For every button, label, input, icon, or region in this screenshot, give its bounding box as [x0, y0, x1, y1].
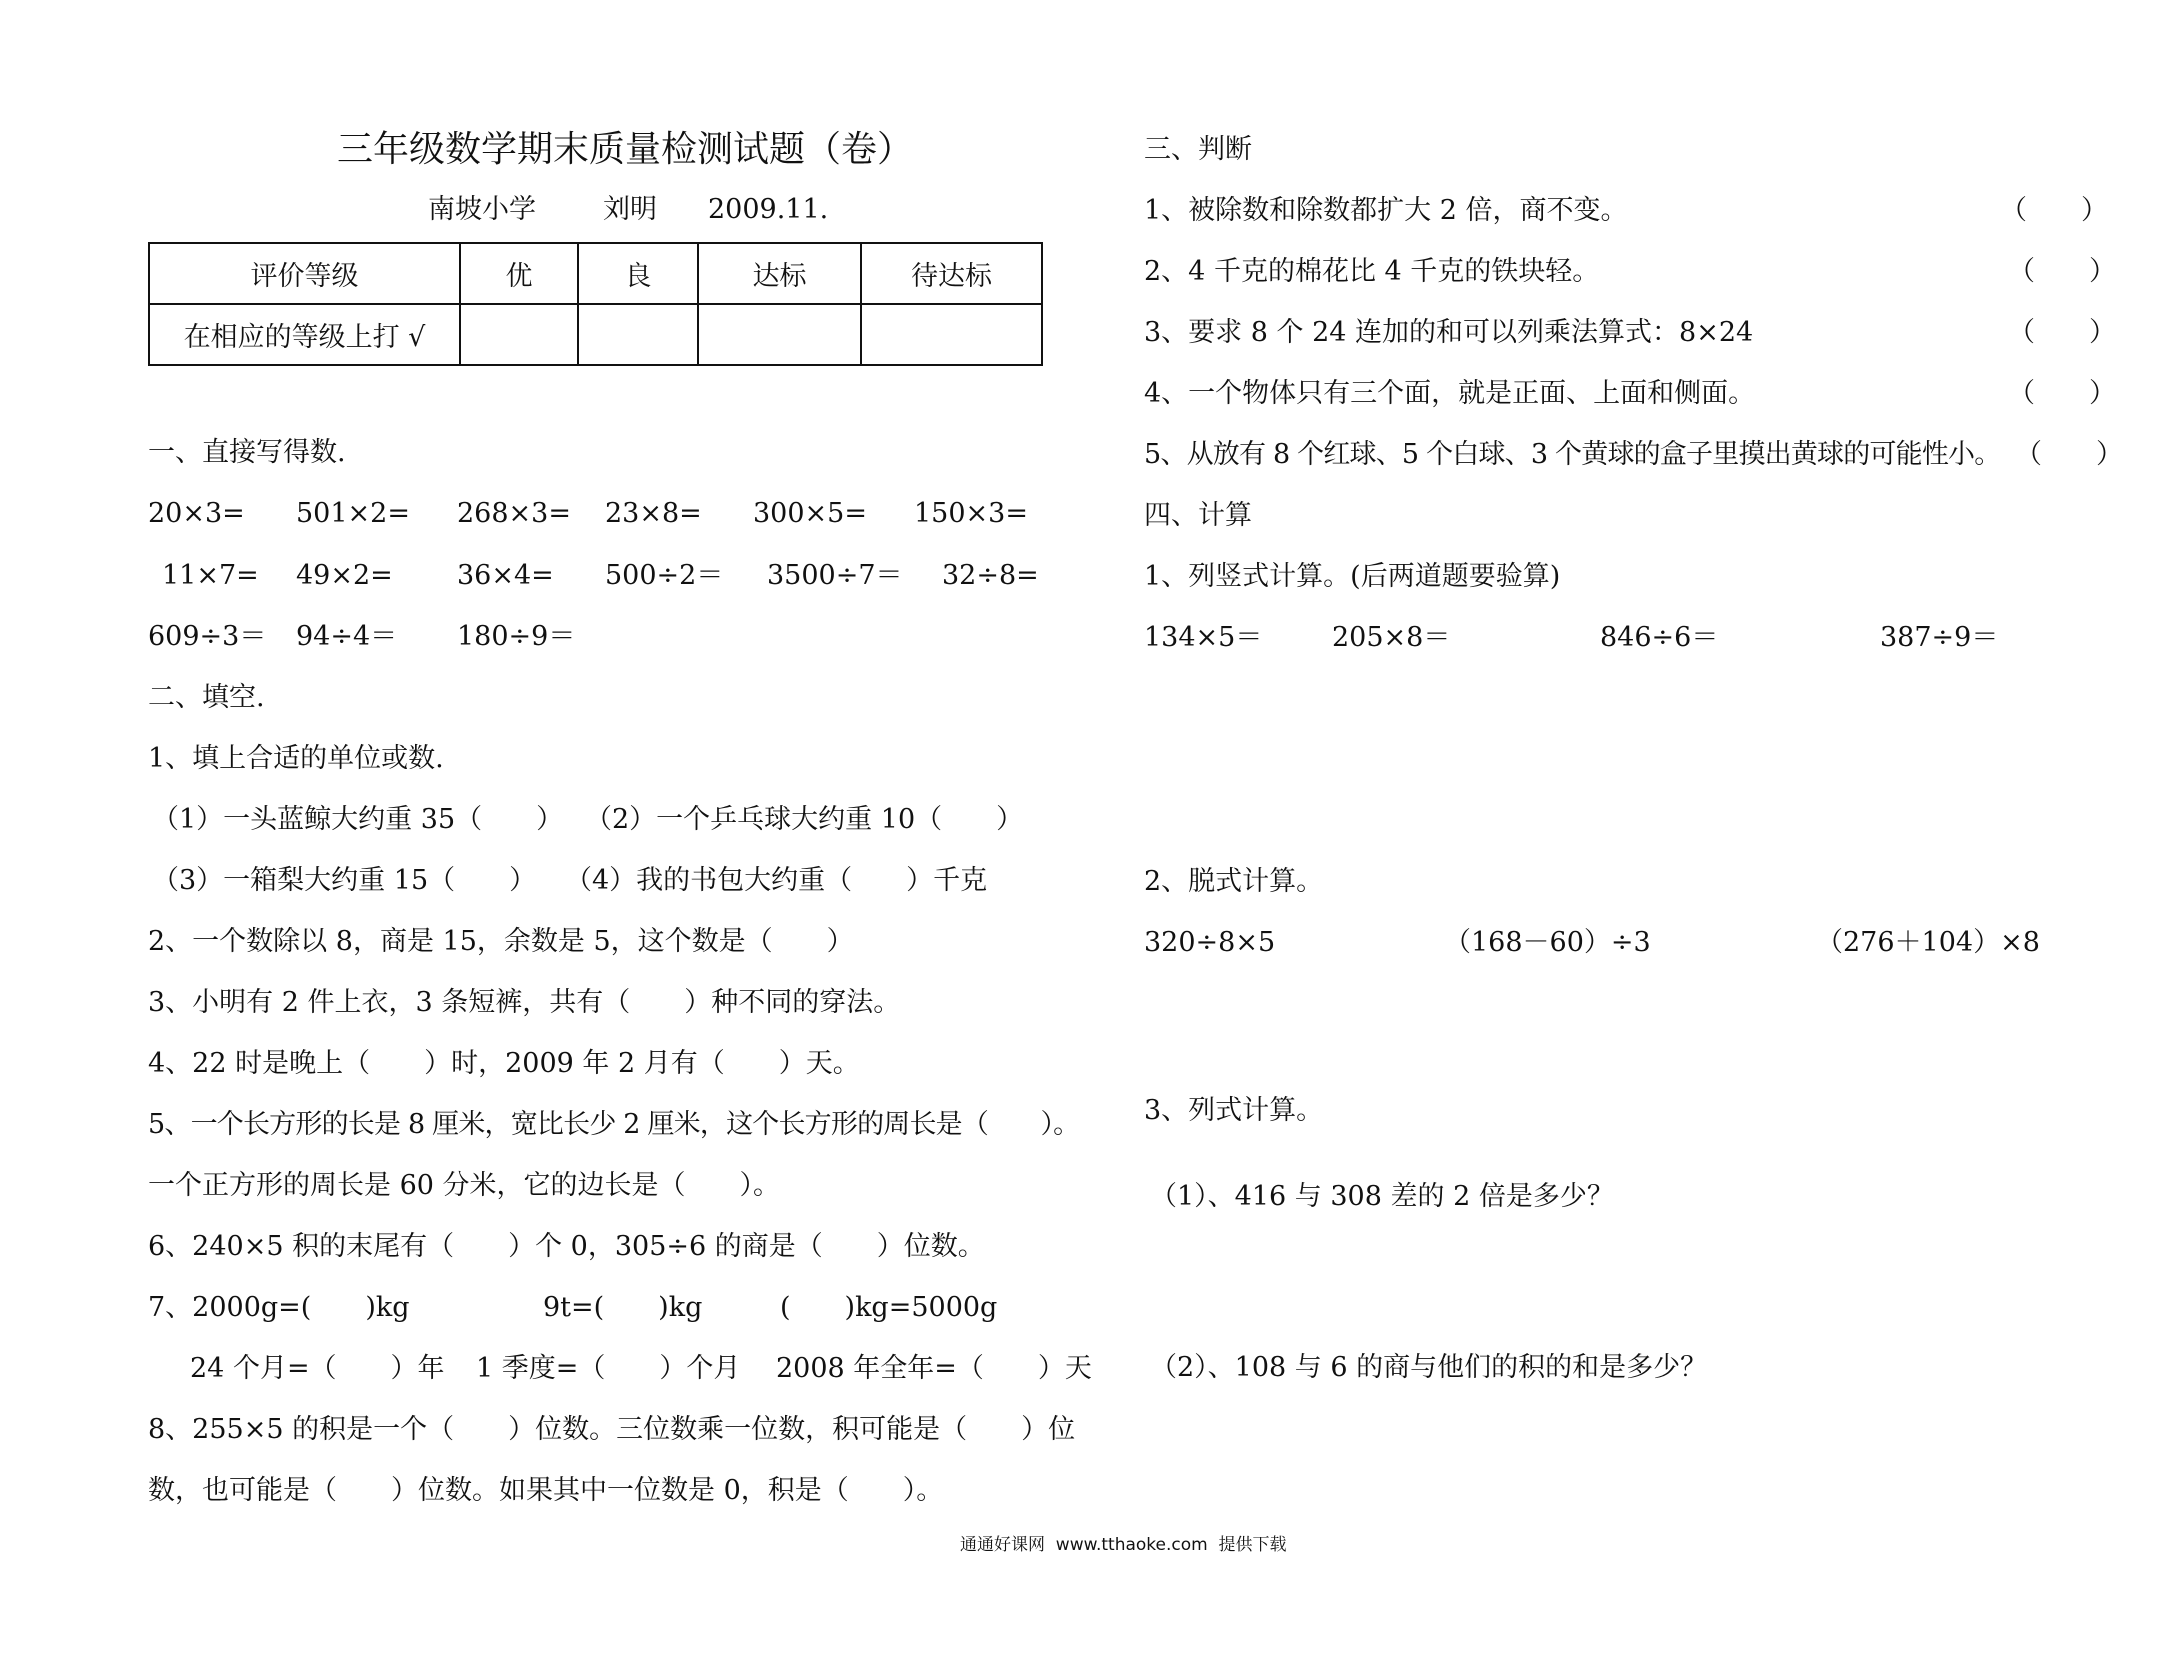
arith-item: 500÷2＝: [605, 560, 724, 591]
calc-item: 846÷6＝: [1600, 622, 1719, 653]
question-text: （1）、416 与 308 差的 2 倍是多少？: [1150, 1181, 1614, 1212]
calc-item: （168－60）÷3: [1444, 927, 1651, 958]
arith-item: 268×3=: [457, 498, 571, 529]
arith-item: 23×8=: [605, 498, 702, 529]
arith-item: 609÷3＝: [148, 621, 267, 652]
section2-heading: 二、填空.: [148, 682, 265, 713]
question-text: （3）一箱梨大约重 15（ ）: [152, 865, 537, 896]
calc-item: 320÷8×5: [1144, 927, 1276, 958]
arith-item: 49×2=: [296, 560, 393, 591]
question-text: 3、列式计算。: [1144, 1095, 1324, 1126]
judge-item: 5、从放有 8 个红球、5 个白球、3 个黄球的盒子里摸出黄球的可能性小。: [1144, 439, 2001, 470]
grade-mark-cell[interactable]: [698, 304, 861, 365]
page-footer: 通通好课网 www.tthaoke.com 提供下载: [960, 1535, 1287, 1555]
question-text: （2）、108 与 6 的商与他们的积的和是多少？: [1150, 1352, 1708, 1383]
grade-mark-cell[interactable]: [460, 304, 578, 365]
calc-item: （276＋104）×8: [1816, 927, 2040, 958]
question-text: 6、240×5 积的末尾有（ ）个 0，305÷6 的商是（ ）位数。: [148, 1231, 985, 1262]
arith-item: 300×5=: [753, 498, 867, 529]
question-text: 1 季度=（ ）个月: [476, 1353, 741, 1384]
question-text: ( )kg=5000g: [780, 1292, 998, 1323]
question-text: （4）我的书包大约重（ ）千克: [565, 865, 988, 896]
question-text: 7、2000g=( )kg: [148, 1292, 410, 1323]
judge-answer-box[interactable]: （ ）: [2008, 256, 2116, 287]
question-text: （2）一个乒乓球大约重 10（ ）: [585, 804, 1024, 835]
grade-table-header-row: [149, 243, 1042, 304]
grade-table-mark-row: [149, 304, 1042, 365]
question-text: 2、脱式计算。: [1144, 866, 1324, 897]
arith-item: 150×3=: [914, 498, 1028, 529]
arith-item: 32÷8=: [942, 560, 1039, 591]
question-text: 8、255×5 的积是一个（ ）位数。三位数乘一位数，积可能是（ ）位: [148, 1414, 1076, 1445]
grade-header-cell: 待达标: [861, 243, 1042, 304]
grade-row-label: 在相应的等级上打 √: [149, 304, 460, 365]
school-name: 南坡小学: [428, 194, 536, 225]
arith-item: 180÷9＝: [457, 621, 576, 652]
grade-header-cell: 评价等级: [149, 243, 460, 304]
question-text: 一个正方形的周长是 60 分米，它的边长是（ ）。: [148, 1170, 781, 1201]
arith-item: 11×7=: [162, 560, 259, 591]
calc-item: 134×5＝: [1144, 622, 1263, 653]
question-text: 2、一个数除以 8，商是 15，余数是 5，这个数是（ ）: [148, 926, 854, 957]
grade-mark-cell[interactable]: [578, 304, 698, 365]
page-title: 三年级数学期末质量检测试题（卷）: [337, 129, 914, 170]
judge-item: 1、被除数和除数都扩大 2 倍，商不变。: [1144, 195, 1628, 226]
arith-item: 94÷4＝: [296, 621, 398, 652]
arith-item: 3500÷7＝: [767, 560, 903, 591]
question-text: 5、一个长方形的长是 8 厘米，宽比长少 2 厘米，这个长方形的周长是（ ）。: [148, 1109, 1080, 1140]
author-name: 刘明: [603, 194, 657, 225]
question-text: 4、22 时是晚上（ ）时，2009 年 2 月有（ ）天。: [148, 1048, 860, 1079]
arith-item: 501×2=: [296, 498, 410, 529]
judge-answer-box[interactable]: （ ）: [2008, 317, 2116, 348]
question-text: 1、填上合适的单位或数.: [148, 743, 444, 774]
question-text: 1、列竖式计算。(后两道题要验算): [1144, 561, 1561, 592]
exam-date: 2009.11.: [708, 194, 829, 225]
judge-item: 2、4 千克的棉花比 4 千克的铁块轻。: [1144, 256, 1600, 287]
grade-header-cell: 达标: [698, 243, 861, 304]
judge-answer-box[interactable]: （ ）: [2008, 378, 2116, 409]
section3-heading: 三、判断: [1144, 134, 1252, 165]
question-text: 数，也可能是（ ）位数。如果其中一位数是 0，积是（ ）。: [148, 1475, 944, 1506]
grade-table: [148, 242, 1043, 366]
question-text: 24 个月=（ ）年: [190, 1353, 445, 1384]
section4-heading: 四、计算: [1144, 500, 1252, 531]
judge-item: 3、要求 8 个 24 连加的和可以列乘法算式：8×24: [1144, 317, 1754, 348]
calc-item: 205×8＝: [1332, 622, 1451, 653]
question-text: 2008 年全年=（ ）天: [776, 1353, 1092, 1384]
arith-item: 20×3=: [148, 498, 245, 529]
judge-item: 4、一个物体只有三个面，就是正面、上面和侧面。: [1144, 378, 1756, 409]
grade-header-cell: 良: [578, 243, 698, 304]
arith-item: 36×4=: [457, 560, 554, 591]
judge-answer-box[interactable]: （ ）: [2000, 195, 2108, 226]
grade-header-cell: 优: [460, 243, 578, 304]
question-text: （1）一头蓝鲸大约重 35（ ）: [152, 804, 564, 835]
judge-answer-box[interactable]: （ ）: [2015, 439, 2123, 470]
section1-heading: 一、直接写得数.: [148, 437, 346, 468]
calc-item: 387÷9＝: [1880, 622, 1999, 653]
grade-mark-cell[interactable]: [861, 304, 1042, 365]
question-text: 3、小明有 2 件上衣，3 条短裤，共有（ ）种不同的穿法。: [148, 987, 901, 1018]
question-text: 9t=( )kg: [543, 1292, 703, 1323]
